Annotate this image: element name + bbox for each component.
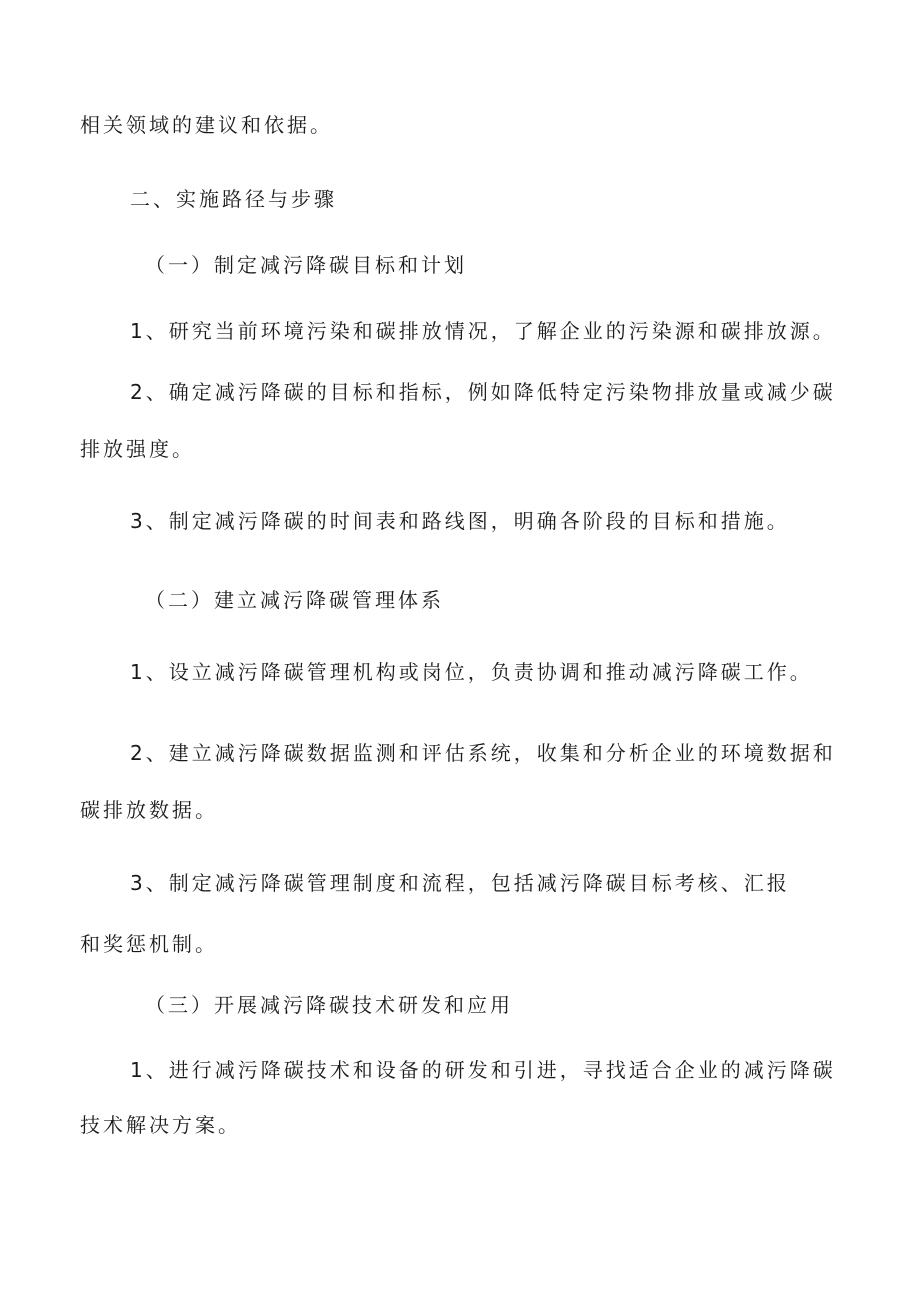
section-heading: 二、实施路径与步骤 [130,187,337,211]
list-item: 2、确定减污降碳的目标和指标，例如降低特定污染物排放量或减少碳 [130,380,836,404]
list-item: 1、进行减污降碳技术和设备的研发和引进，寻找适合企业的减污降碳 [130,1058,836,1082]
list-item: 3、制定减污降碳的时间表和路线图，明确各阶段的目标和措施。 [130,509,790,533]
paragraph-continuation: 相关领域的建议和依据。 [80,113,333,137]
subsection-heading-2: （二）建立减污降碳管理体系 [145,588,444,612]
list-item-continuation: 技术解决方案。 [80,1113,241,1137]
subsection-heading-3: （三）开展减污降碳技术研发和应用 [145,993,513,1017]
list-item-continuation: 和奖惩机制。 [80,932,218,956]
list-item: 1、研究当前环境污染和碳排放情况，了解企业的污染源和碳排放源。 [130,319,836,343]
list-item: 1、设立减污降碳管理机构或岗位，负责协调和推动减污降碳工作。 [130,660,813,684]
list-item-continuation: 排放强度。 [80,437,195,461]
list-item: 2、建立减污降碳数据监测和评估系统，收集和分析企业的环境数据和 [130,741,836,765]
list-item-continuation: 碳排放数据。 [80,798,218,822]
subsection-heading-1: （一）制定减污降碳目标和计划 [145,253,467,277]
list-item: 3、制定减污降碳管理制度和流程，包括减污降碳目标考核、汇报 [130,871,790,895]
